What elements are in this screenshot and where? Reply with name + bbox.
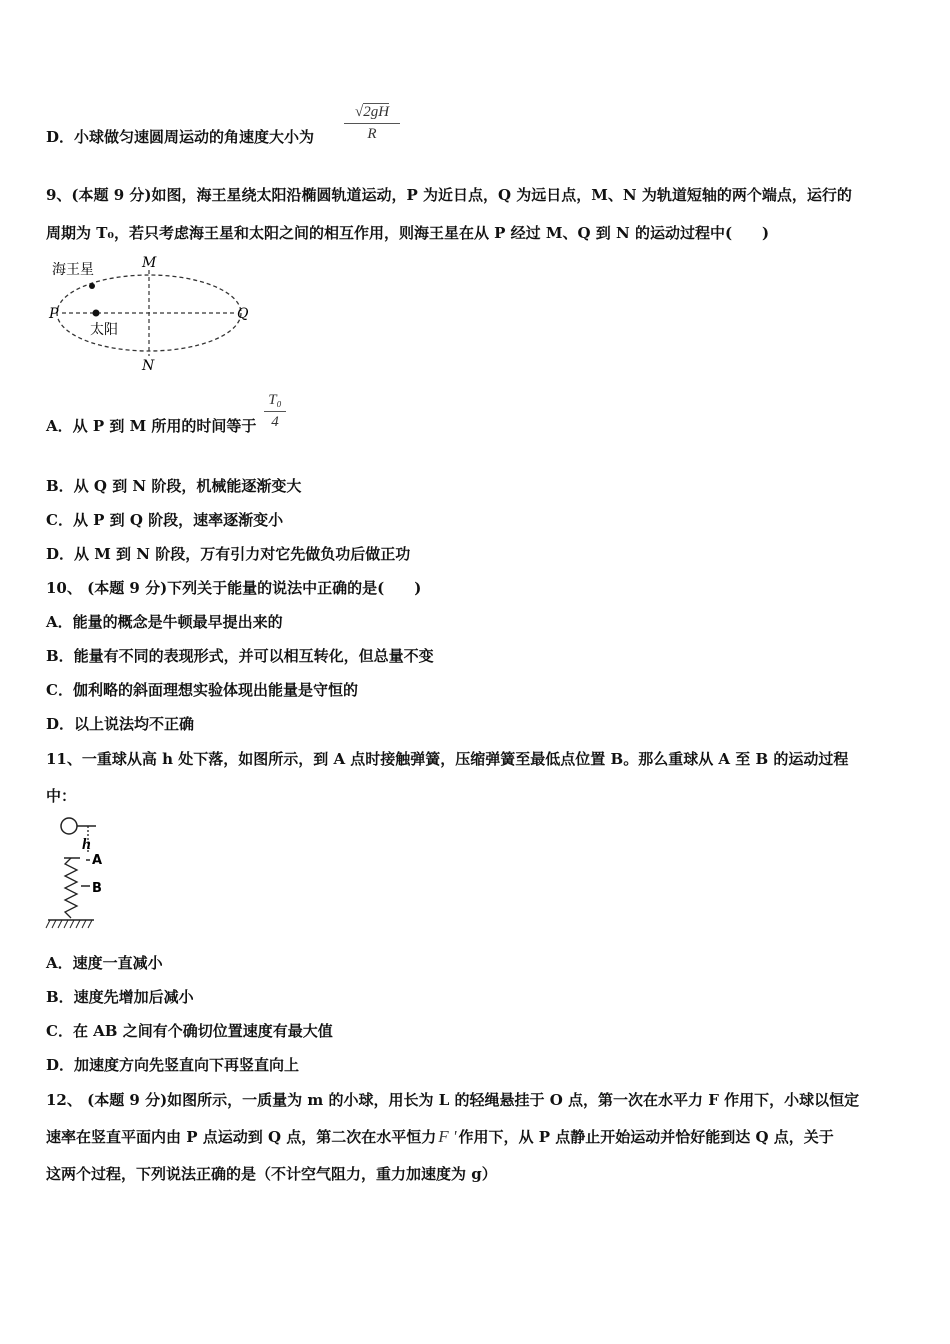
label-h: h (82, 836, 91, 853)
label-m: M (142, 255, 157, 271)
q9-option-c: C．从 P 到 Q 阶段，速率逐渐变小 (46, 511, 284, 529)
q12-line2-part2: 作用下，从 P 点静止开始运动并恰好能到达 Q 点，关于 (458, 1128, 834, 1146)
ball (61, 818, 77, 834)
q9-option-b: B．从 Q 到 N 阶段，机械能逐渐变大 (46, 477, 302, 495)
q11-option-b: B．速度先增加后减小 (46, 988, 194, 1006)
q11-spring-figure (44, 812, 124, 934)
q8-fraction-denominator: R (367, 126, 377, 142)
q10-option-a: A．能量的概念是牛顿最早提出来的 (46, 613, 283, 631)
sun-dot (93, 310, 100, 317)
q12-line2-part1: 速率在竖直平面内由 P 点运动到 Q 点，第二次在水平恒力 (46, 1128, 437, 1146)
q9-fraction-numerator: T₀ (268, 392, 282, 408)
q9-stem-line1: 9、(本题 9 分)如图，海王星绕太阳沿椭圆轨道运动，P 为近日点，Q 为远日点，M、N 为轨道短轴的两个端点，运行的 (46, 186, 852, 204)
label-p: P (49, 306, 59, 322)
q11-stem-line1: 11、一重球从高 h 处下落，如图所示，到 A 点时接触弹簧，压缩弹簧至最低点位置 B。那么重球从 A 至 B 的运动过程 (46, 750, 849, 768)
label-b: B (92, 881, 102, 896)
q8-fraction-numerator: √2gH (354, 104, 390, 120)
q9-option-a-fraction (264, 392, 286, 431)
q10-option-b: B．能量有不同的表现形式，并可以相互转化，但总量不变 (46, 647, 434, 665)
label-planet: 海王星 (52, 262, 94, 278)
label-sun: 太阳 (90, 322, 118, 338)
q11-option-d: D．加速度方向先竖直向下再竖直向上 (46, 1056, 300, 1074)
q9-fraction-denominator: 4 (271, 414, 279, 430)
q10-stem: 10、 (本题 9 分)下列关于能量的说法中正确的是( ) (46, 579, 422, 597)
q12-stem-line2 (46, 1126, 834, 1148)
q9-option-d: D．从 M 到 N 阶段，万有引力对它先做负功后做正功 (46, 545, 411, 563)
q11-option-c: C．在 AB 之间有个确切位置速度有最大值 (46, 1022, 333, 1040)
q8-option-d-fraction (344, 104, 400, 143)
q10-option-d: D．以上说法均不正确 (46, 715, 195, 733)
q10-option-c: C．伽利略的斜面理想实验体现出能量是守恒的 (46, 681, 358, 699)
q8-option-d: D．小球做匀速圆周运动的角速度大小为 (46, 128, 315, 146)
q11-stem-line2: 中： (46, 787, 77, 805)
q12-force-symbol: F ' (438, 1127, 457, 1146)
q12-stem-line3: 这两个过程，下列说法正确的是（不计空气阻力，重力加速度为 g） (46, 1165, 497, 1183)
label-q: Q (237, 306, 249, 322)
q12-stem-line1: 12、 (本题 9 分)如图所示，一质量为 m 的小球，用长为 L 的轻绳悬挂于 O 点，第一次在水平力 F 作用下，小球以恒定 (46, 1091, 860, 1109)
q11-option-a: A．速度一直减小 (46, 954, 163, 972)
q9-orbit-figure (46, 252, 266, 374)
q9-stem-line2: 周期为 T₀，若只考虑海王星和太阳之间的相互作用，则海王星在从 P 经过 M、Q 到 N 的运动过程中( ) (46, 224, 770, 242)
label-n: N (142, 358, 155, 374)
q9-option-a: A．从 P 到 M 所用的时间等于 (46, 417, 257, 435)
spring (65, 858, 77, 918)
label-a: A (92, 853, 103, 868)
planet-dot (89, 283, 95, 289)
